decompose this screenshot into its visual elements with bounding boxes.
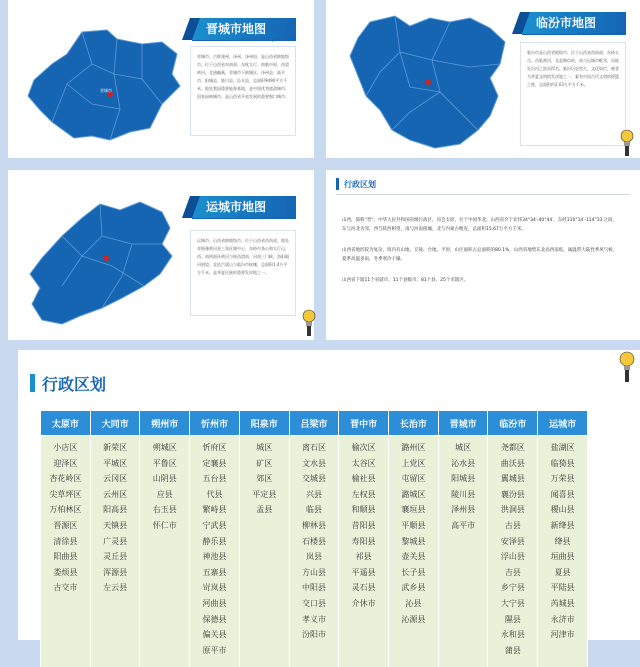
district-item: 平城区	[92, 456, 139, 472]
district-item: 潞州区	[390, 440, 437, 456]
district-item: 垣曲县	[539, 549, 586, 565]
slide-title: 临汾市地图	[522, 12, 626, 34]
district-item: 应县	[141, 487, 188, 503]
column-cell-3	[190, 436, 240, 667]
district-item: 离石区	[291, 440, 338, 456]
district-item: 清徐县	[42, 534, 89, 550]
district-item: 乡宁县	[489, 580, 536, 596]
column-cell-2	[140, 436, 190, 667]
district-item: 安泽县	[489, 534, 536, 550]
district-item: 右玉县	[141, 502, 188, 518]
district-item: 稷山县	[539, 502, 586, 518]
district-item: 迎泽区	[42, 456, 89, 472]
admin-table-title: 行政区划	[42, 372, 106, 395]
district-item: 阳城县	[440, 471, 487, 487]
district-item: 小店区	[42, 440, 89, 456]
description-box: 晋城市，古称建州、泽州、泽州府，是山西省辖地级市，位于山西省东南部，东枕太行，南临中原，西望黄河，北通幽燕，晋城市下辖城区、泽州县、高平市、阳城县、陵川县、沁水县，总面积9490平方千米。地处我国重要能源基地，是中国优秀旅游城市、国家园林城市，是山西省开放发展的重要窗口城市。	[190, 46, 296, 136]
district-item: 新荣区	[92, 440, 139, 456]
subtitle-line	[522, 34, 626, 35]
overview-paragraph-1: 山西，简称“晋”，中华人民共和国省级行政区，省会太原，位于中国华北，山西省介于北纬34°34′-40°44′，东经110°14′-114°33′之间，东与河北为邻，西与陕西相望，南与河南接壤，北与内蒙古毗连，总面积15.67万平方千米。	[342, 216, 618, 234]
column-cell-7	[389, 436, 439, 667]
district-item: 榆社县	[340, 471, 387, 487]
district-item: 繁峙县	[191, 502, 238, 518]
district-item: 尧都区	[489, 440, 536, 456]
linfen-map	[340, 12, 510, 152]
district-item: 怀仁市	[141, 518, 188, 534]
district-item: 左云县	[92, 580, 139, 596]
district-item: 古交市	[42, 580, 89, 596]
column-header-6: 晋中市	[339, 411, 389, 436]
title-accent-bar	[30, 374, 35, 392]
slide-subtitle: MAP OF THE JINCHENG	[241, 37, 296, 42]
district-item: 中阳县	[291, 580, 338, 596]
column-header-3: 忻州市	[190, 411, 240, 436]
district-item: 平遥县	[340, 565, 387, 581]
district-item: 古县	[489, 518, 536, 534]
column-cell-6	[339, 436, 389, 667]
district-item: 太谷区	[340, 456, 387, 472]
slide-title: 晋城市地图	[192, 18, 296, 40]
district-item: 沁水县	[440, 456, 487, 472]
district-item: 神池县	[191, 549, 238, 565]
district-item: 夏县	[539, 565, 586, 581]
district-item: 介休市	[340, 596, 387, 612]
district-item: 浑源县	[92, 565, 139, 581]
district-item: 襄垣县	[390, 502, 437, 518]
slide-admin-overview	[326, 170, 640, 340]
district-item: 和顺县	[340, 502, 387, 518]
district-item: 屯留区	[390, 471, 437, 487]
district-item: 孝义市	[291, 612, 338, 628]
district-item: 泽州县	[440, 502, 487, 518]
district-item: 原平市	[191, 643, 238, 659]
district-item: 汾阳市	[291, 627, 338, 643]
district-item: 岚县	[291, 549, 338, 565]
district-item: 平鲁区	[141, 456, 188, 472]
district-item: 临猗县	[539, 456, 586, 472]
column-header-5: 吕梁市	[289, 411, 339, 436]
district-item: 石楼县	[291, 534, 338, 550]
column-header-8: 晋城市	[438, 411, 488, 436]
district-item: 盐湖区	[539, 440, 586, 456]
district-item: 广灵县	[92, 534, 139, 550]
lightbulb-person-icon	[614, 350, 640, 384]
district-item: 朔城区	[141, 440, 188, 456]
district-item: 左权县	[340, 487, 387, 503]
column-cell-1	[90, 436, 140, 667]
district-item: 河曲县	[191, 596, 238, 612]
jincheng-map	[22, 24, 182, 146]
district-item: 山阴县	[141, 471, 188, 487]
district-item: 闻喜县	[539, 487, 586, 503]
column-header-2: 朔州市	[140, 411, 190, 436]
overview-title: 行政区划	[344, 179, 376, 190]
district-item: 长子县	[390, 565, 437, 581]
district-item: 偏关县	[191, 627, 238, 643]
district-item: 新绛县	[539, 518, 586, 534]
subtitle-line	[192, 218, 296, 219]
district-item: 曲沃县	[489, 456, 536, 472]
subtitle-line	[192, 40, 296, 41]
district-item: 平顺县	[390, 518, 437, 534]
district-item: 临县	[291, 502, 338, 518]
district-item: 天镇县	[92, 518, 139, 534]
district-item: 杏花岭区	[42, 471, 89, 487]
slide-admin-table	[18, 350, 640, 640]
district-item: 矿区	[241, 456, 288, 472]
district-item: 河津市	[539, 627, 586, 643]
district-item: 武乡县	[390, 580, 437, 596]
district-item: 上党区	[390, 456, 437, 472]
district-item: 永和县	[489, 627, 536, 643]
slide-linfen-map	[326, 0, 640, 158]
description-box: 运城市，山西省辖地级市，位于山西省西南部，地处晋陕豫黄河金三角区域中心，东峙中条山和太行山，西、南两面环黄河与陕西渭南、河南三门峡、洛阳隔河相望，北依吕梁山与临汾市接壤，总面积1.4万平方千米，是华夏民族的重要发祥地之一。	[190, 230, 296, 316]
district-item: 高平市	[440, 518, 487, 534]
column-cell-0	[41, 436, 91, 667]
district-item: 芮城县	[539, 596, 586, 612]
column-cell-10	[538, 436, 588, 667]
district-item: 保德县	[191, 612, 238, 628]
slide-subtitle: MAP OF THE YUNCHENG	[238, 215, 296, 220]
slide-jincheng-map	[8, 0, 314, 158]
column-header-1: 大同市	[90, 411, 140, 436]
yuncheng-map	[22, 196, 182, 328]
district-item: 昔阳县	[340, 518, 387, 534]
district-item: 柳林县	[291, 518, 338, 534]
district-item: 洪洞县	[489, 502, 536, 518]
slide-title: 运城市地图	[192, 196, 296, 218]
district-item: 浮山县	[489, 549, 536, 565]
district-item: 阳曲县	[42, 549, 89, 565]
district-item: 娄烦县	[42, 565, 89, 581]
district-item: 壶关县	[390, 549, 437, 565]
district-item: 灵石县	[340, 580, 387, 596]
district-item: 黎城县	[390, 534, 437, 550]
district-item: 寿阳县	[340, 534, 387, 550]
district-item: 兴县	[291, 487, 338, 503]
district-item: 平陆县	[539, 580, 586, 596]
slide-subtitle: MAP OF THE LINFEN	[577, 31, 626, 36]
district-item: 绛县	[539, 534, 586, 550]
district-item: 襄汾县	[489, 487, 536, 503]
district-item: 郊区	[241, 471, 288, 487]
district-item: 定襄县	[191, 456, 238, 472]
slide-yuncheng-map	[8, 170, 314, 340]
district-item: 陵川县	[440, 487, 487, 503]
district-item: 万荣县	[539, 471, 586, 487]
district-item: 永济市	[539, 612, 586, 628]
district-item: 城区	[440, 440, 487, 456]
district-item: 灵丘县	[92, 549, 139, 565]
column-cell-5	[289, 436, 339, 667]
overview-paragraph-2: 山西省地形较为复杂，境内有山地、丘陵、台地、平原，山区面积占总面积的80.1%，山西省地势东北高西南低，属温带大陆性季风气候，夏季高温多雨，冬季寒冷干燥。	[342, 246, 618, 264]
district-item: 蒲县	[489, 643, 536, 659]
column-header-4: 阳泉市	[239, 411, 289, 436]
district-item: 城区	[241, 440, 288, 456]
district-item: 五寨县	[191, 565, 238, 581]
column-header-9: 临汾市	[488, 411, 538, 436]
district-item: 云州区	[92, 487, 139, 503]
district-item: 榆次区	[340, 440, 387, 456]
district-item: 代县	[191, 487, 238, 503]
district-item: 阳高县	[92, 502, 139, 518]
district-item: 云冈区	[92, 471, 139, 487]
district-item: 隰县	[489, 612, 536, 628]
table-header-row	[41, 411, 588, 436]
column-header-0: 太原市	[41, 411, 91, 436]
overview-paragraph-3: 山西省下辖11个省辖市、11个县级市、81个县、25个市辖区。	[342, 276, 618, 285]
district-item: 交城县	[291, 471, 338, 487]
district-item: 潞城区	[390, 487, 437, 503]
title-accent-bar	[336, 178, 339, 190]
district-item: 吉县	[489, 565, 536, 581]
district-item: 方山县	[291, 565, 338, 581]
lightbulb-person-icon	[298, 308, 320, 338]
district-item: 平定县	[241, 487, 288, 503]
district-item: 宁武县	[191, 518, 238, 534]
column-cell-9	[488, 436, 538, 667]
column-header-10: 运城市	[538, 411, 588, 436]
district-item: 岢岚县	[191, 580, 238, 596]
district-item: 盂县	[241, 502, 288, 518]
district-item: 忻府区	[191, 440, 238, 456]
map-city-label: 晋城市	[100, 88, 112, 94]
district-item: 祁县	[340, 549, 387, 565]
district-item: 五台县	[191, 471, 238, 487]
lightbulb-person-icon	[616, 128, 638, 158]
column-cell-8	[438, 436, 488, 667]
district-item: 交口县	[291, 596, 338, 612]
district-item: 大宁县	[489, 596, 536, 612]
district-item: 文水县	[291, 456, 338, 472]
district-item: 翼城县	[489, 471, 536, 487]
description-box: 临汾市是山西省地级市，位于山西省西南部，东倚太岳，西临黄河，北起韩信岭，南与运城市毗邻，因地处汾河之滨而得名。临汾历史悠久，文化灿烂，被誉为华夏文明的发祥地之一，素有中国古代文明的摇篮之称，总面积约2.03万平方千米。	[520, 42, 626, 146]
column-header-7: 长治市	[389, 411, 439, 436]
district-item: 沁县	[390, 596, 437, 612]
table-body-row	[41, 436, 588, 667]
admin-division-table	[40, 410, 588, 667]
district-item: 晋源区	[42, 518, 89, 534]
column-cell-4	[239, 436, 289, 667]
divider	[336, 194, 630, 195]
district-item: 静乐县	[191, 534, 238, 550]
district-item: 尖草坪区	[42, 487, 89, 503]
district-item: 万柏林区	[42, 502, 89, 518]
district-item: 沁源县	[390, 612, 437, 628]
